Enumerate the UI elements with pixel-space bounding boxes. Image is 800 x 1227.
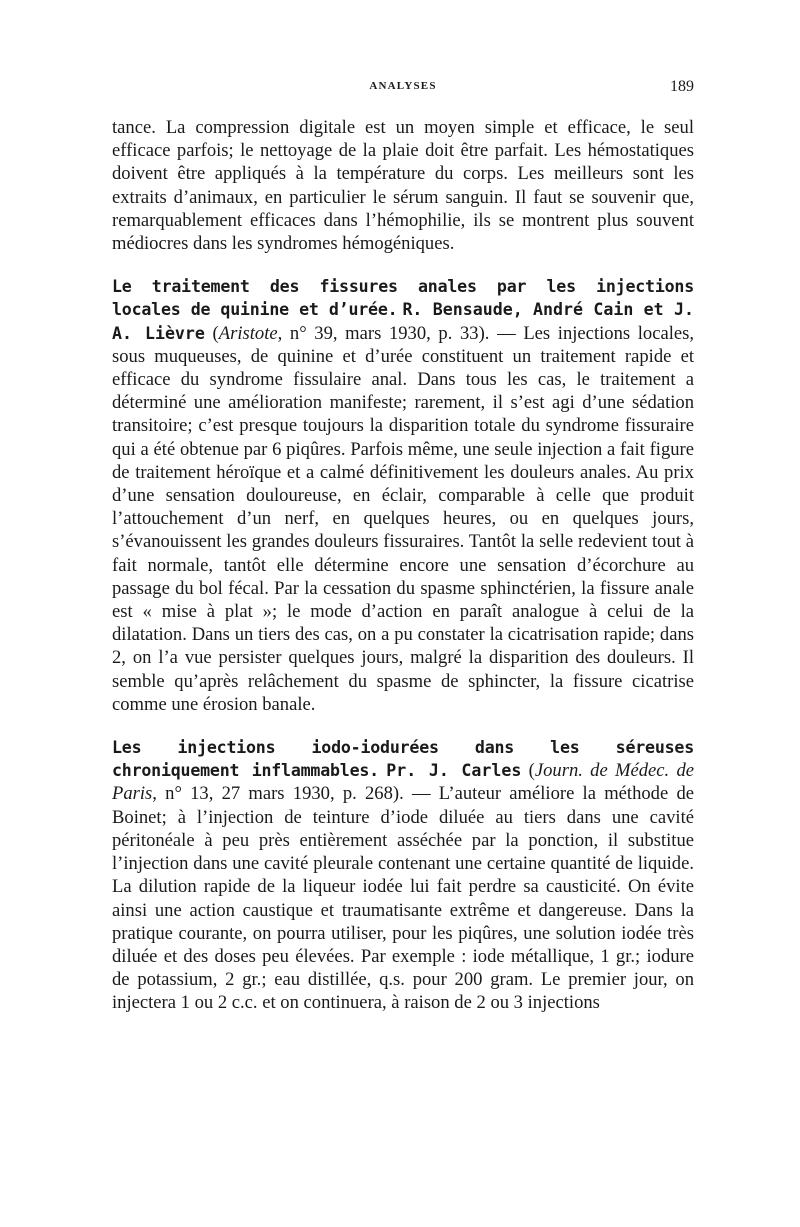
citation-journal: Journ. de Médec. de Paris: [112, 760, 695, 805]
page-content: [112, 78, 694, 1015]
citation-journal: Aristote: [218, 322, 278, 344]
citation-details: , n° 13, 27 mars 1930, p. 268).: [152, 783, 404, 805]
review-body: — L’auteur améliore la méthode de Boinet; à l’injection de teinture d’iode diluée au tiers dans une cavité péritonéale à peu près entièrement asséchée par la ponction, il substitue l’injection dans une cavité pleurale contenant une certaine quantité de liquide. La dilution rapide de la liqueur iodée lui fait perdre sa causticité. On évite ainsi une action caustique et traumatisante extrême et dangereuse. Dans la pratique courante, on pourra utiliser, pour les piqûres, une solution iodée très diluée et des doses peu élevées. Par exemple : iode métallique, 1 gr.; iodure de potassium, 2 gr.; eau distillée, q.s. pour 200 gram. Le premier jour, on injectera 1 ou 2 c.c. et on continuera, à raison de 2 ou 3 injections: [112, 783, 694, 1014]
review-iodine-injections: [112, 736, 694, 1014]
review-title: Le traitement des fissures anales par les injections locales de quinine et d’urée.: [112, 277, 694, 320]
review-authors: Pr. J. Carles: [386, 761, 522, 781]
review-title: Les injections iodo-iodurées dans les séreuses chroniquement inflammables.: [112, 738, 694, 781]
running-header: [112, 78, 694, 102]
page-number: 189: [670, 78, 694, 95]
review-body: — Les injections locales, sous muqueuses, de quinine et d’urée constituent un traitement rapide et efficace du syndrome fissulaire anal. Dans tous les cas, le traitement a déterminé une amélioration manifeste; rarement, il s’est agi d’une sédation transitoire; c’est presque toujours la disparition totale du syndrome fissuraire qui a été obtenue par 6 piqûres. Parfois même, une seule injection a fait figure de traitement héroïque et a calmé définitivement les douleurs anales. Au prix d’une sensation douloureuse, en éclair, comparable à celle que produit l’attouchement d’un nerf, en quelques heures, ou en quelques jours, s’évanouissent les grandes douleurs fissuraires. Tantôt la selle redevient tout à fait normale, tantôt elle détermine encore une sensation d’écorchure au passage du bol fécal. Par la cessation du spasme sphinctérien, la fissure anale est « mise à plat »; le mode d’action en paraît analogue à celui de la dilatation. Dans un tiers des cas, on a pu constater la cicatrisation rapide; dans 2, on l’a vue persister quelques jours, malgré la disparition des douleurs. Il semble qu’après relâchement du spasme de sphincter, la fissure cicatrise comme une érosion banale.: [112, 322, 695, 715]
paragraph-hemostatics: tance. La compression digitale est un moyen simple et efficace, le seul efficace parfois; le nettoyage de la plaie doit être parfait. Les hémostatiques doivent être appliqués à la température du corps. Les meilleurs sont les extraits d’animaux, en particulier le sérum sanguin. Il faut se souvenir que, remarquablement efficaces dans l’hémophilie, ils se montrent plus souvent médiocres dans les syndromes hémogéniques.: [112, 117, 694, 255]
citation-open: (: [521, 760, 535, 782]
citation-open: (: [204, 322, 219, 344]
running-title: ANALYSES: [369, 80, 437, 92]
review-authors: R. Bensaude, André Cain et J. A. Lièvre: [112, 300, 695, 343]
review-anal-fissures: [112, 275, 694, 716]
citation-details: , n° 39, mars 1930, p. 33).: [277, 322, 490, 344]
